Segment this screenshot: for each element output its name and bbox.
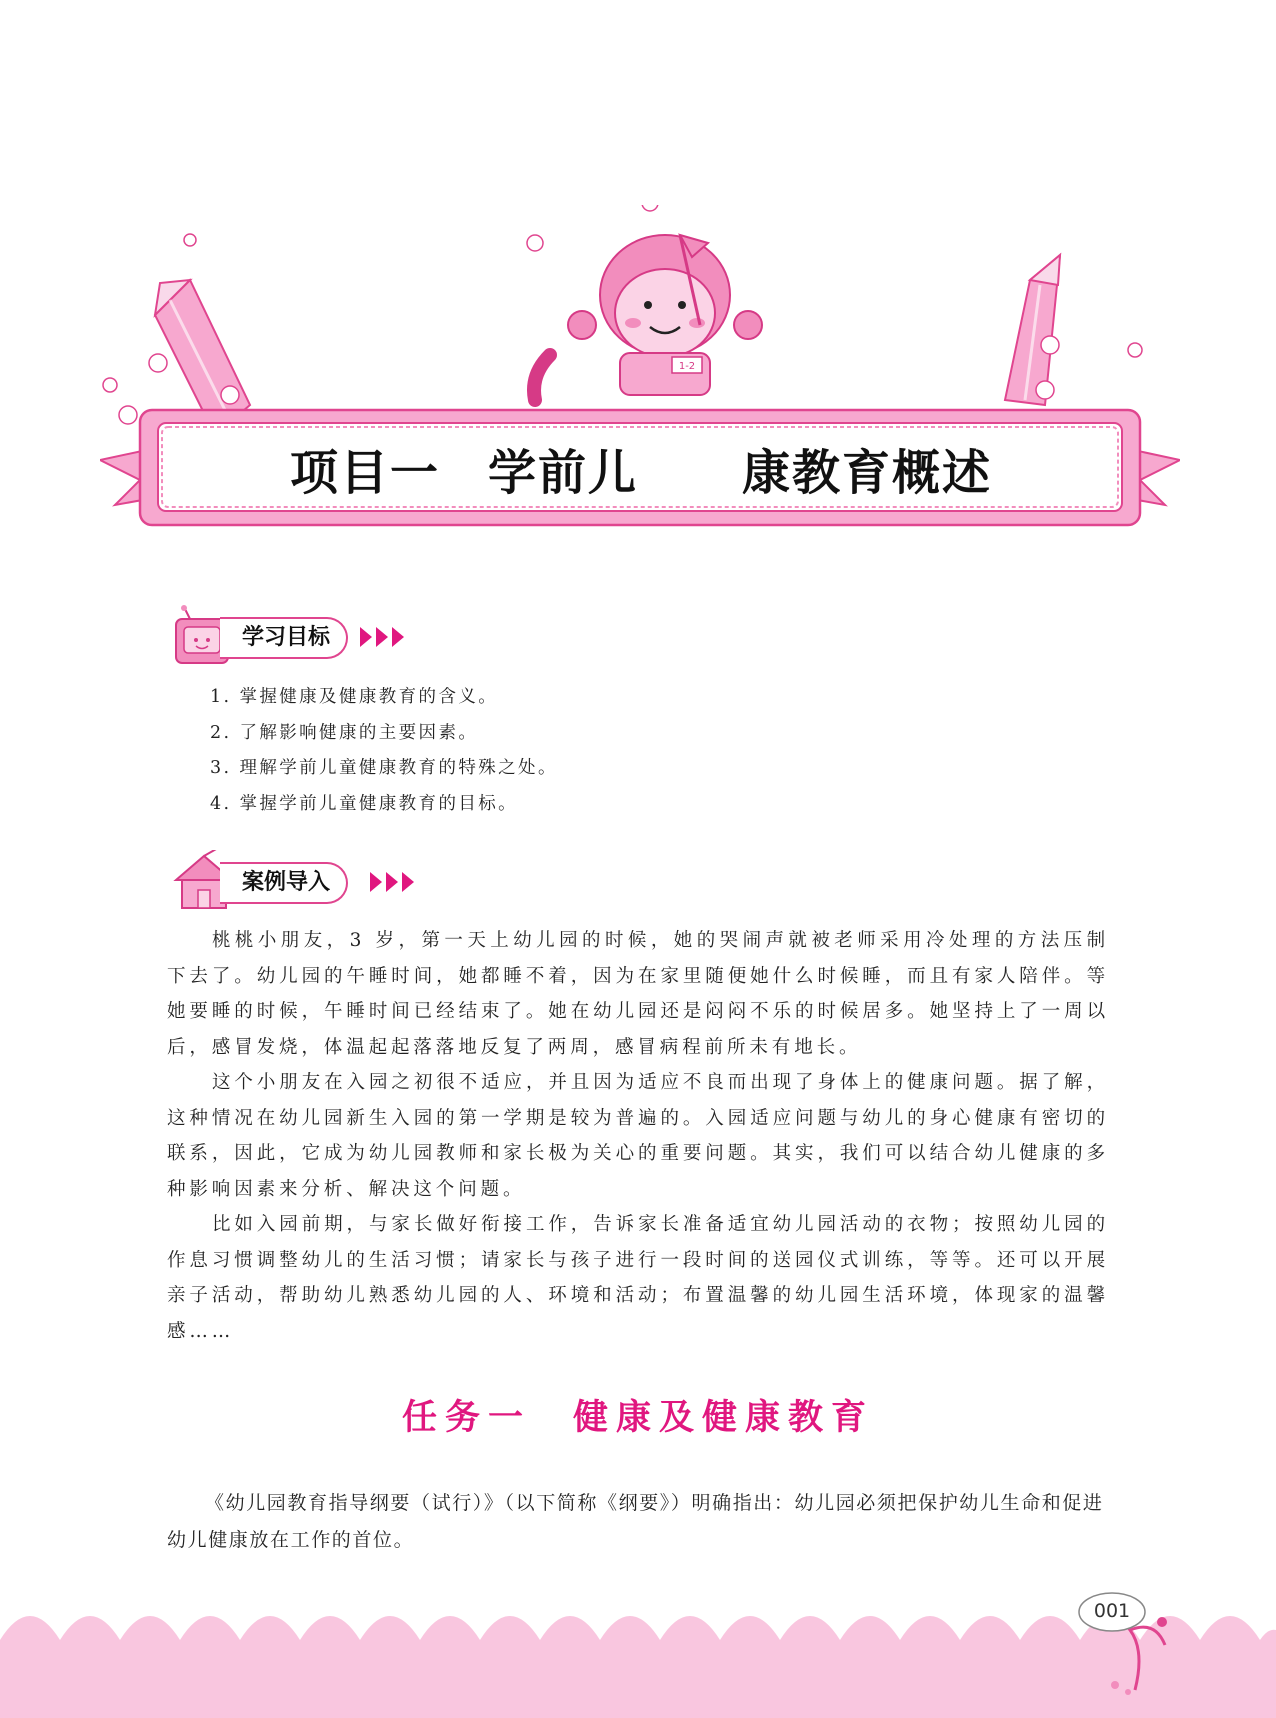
girl-mascot-illustration <box>534 235 762 400</box>
task-title <box>0 1390 1276 1440</box>
project-title-part2: 学前儿 <box>488 445 639 501</box>
triple-arrow-icon <box>360 624 408 650</box>
task-title-part1: 任务一 <box>401 1397 531 1438</box>
objective-item: 1. 掌握健康及健康教育的含义。 <box>210 687 499 707</box>
project-title-part3: 康教育概述 <box>742 445 993 501</box>
objective-item: 2. 了解影响健康的主要因素。 <box>210 722 479 743</box>
right-pencil-illustration <box>1005 255 1060 405</box>
case-body <box>167 923 1109 1349</box>
case-heading: 案例导入 <box>220 862 348 904</box>
project-title-part1: 项目一 <box>290 445 441 501</box>
case-paragraph: 比如入园前期，与家长做好衔接工作，告诉家长准备适宜幼儿园活动的衣物；按照幼儿园的作息习惯调整幼儿的生活习惯；请家长与孩子进行一段时间的送园仪式训练，等等。还可以开展亲子活动，帮助幼儿熟悉幼儿园的人、环境和活动；布置温馨的幼儿园生活环境，体现家的温馨感…… <box>167 1214 1109 1342</box>
objectives-list <box>210 680 910 822</box>
objectives-header <box>170 605 430 665</box>
objective-item: 4. 掌握学前儿童健康教育的目标。 <box>210 793 519 814</box>
triple-arrow-icon <box>370 869 418 895</box>
case-header <box>170 850 440 910</box>
intro-paragraph: 《幼儿园教育指导纲要（试行）》（以下简称《纲要》）明确指出：幼儿园必须把保护幼儿生命和促进幼儿健康放在工作的首位。 <box>167 1492 1104 1551</box>
objectives-heading: 学习目标 <box>220 617 348 659</box>
case-paragraph: 这个小朋友在入园之初很不适应，并且因为适应不良而出现了身体上的健康问题。据了解，这种情况在幼儿园新生入园的第一学期是较为普遍的。入园适应问题与幼儿的身心健康有密切的联系，因此，它成为幼儿园教师和家长极为关心的重要问题。其实，我们可以结合幼儿健康的多种影响因素来分析、解决这个问题。 <box>167 1072 1109 1200</box>
objective-item: 3. 理解学前儿童健康教育的特殊之处。 <box>210 758 558 778</box>
case-paragraph: 桃桃小朋友，3 岁，第一天上幼儿园的时候，她的哭闹声就被老师采用冷处理的方法压制下去了。幼儿园的午睡时间，她都睡不着，因为在家里随便她什么时候睡，而且有家人陪伴。等她要睡的时候，午睡时间已经结束了。她在幼儿园还是闷闷不乐的时候居多。她坚持上了一周以后，感冒发烧，体温起起落落地反复了两周，感冒病程前所未有地长。 <box>167 930 1109 1058</box>
project-title <box>290 438 1010 508</box>
task-title-part2: 健康及健康教育 <box>573 1397 875 1438</box>
page-number: 001 <box>1093 1600 1131 1622</box>
badge-text: 1-2 <box>678 361 696 372</box>
intro-body <box>167 1485 1109 1559</box>
